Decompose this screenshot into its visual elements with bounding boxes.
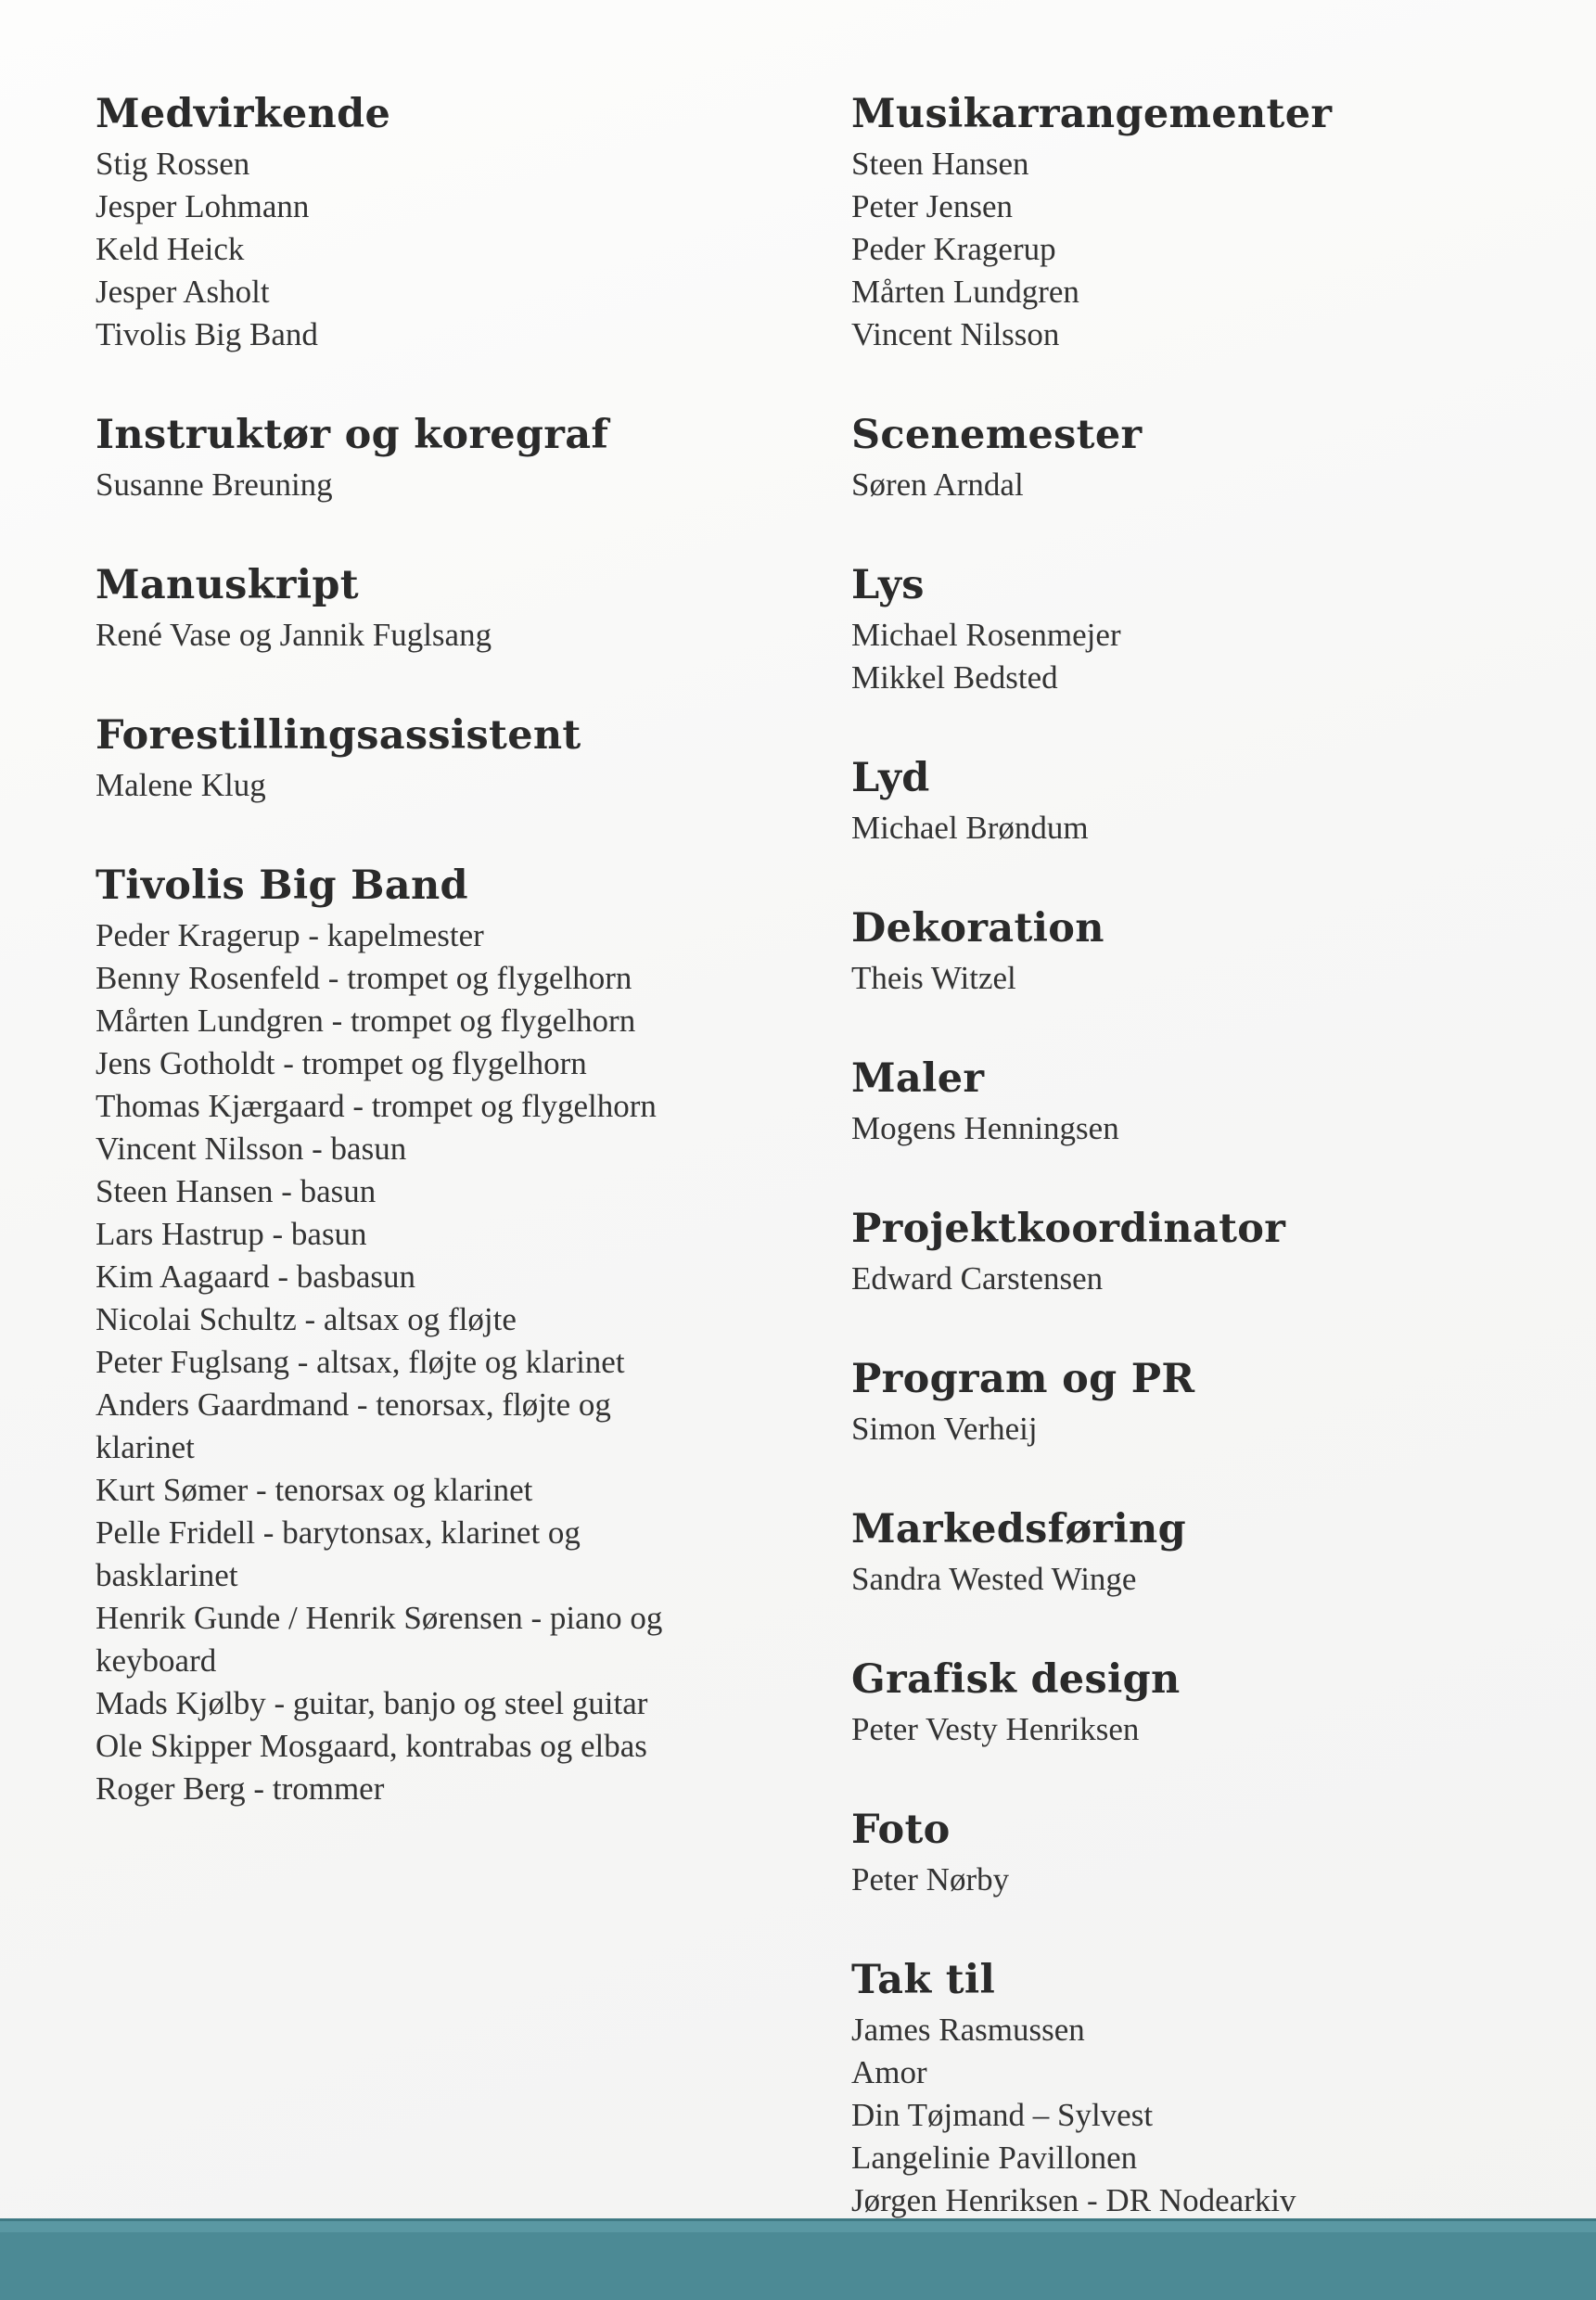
credit-line: Jørgen Henriksen - DR Nodearkiv bbox=[851, 2182, 1296, 2218]
footer-band bbox=[0, 2218, 1596, 2300]
credit-line: Edward Carstensen bbox=[851, 1260, 1104, 1297]
credit-line: Pelle Fridell - barytonsax, klarinet og bbox=[96, 1514, 581, 1551]
credit-section-musikarrangementer bbox=[851, 85, 1519, 356]
section-heading: Foto bbox=[851, 1807, 951, 1853]
credit-section-lys bbox=[851, 556, 1519, 699]
section-gap bbox=[96, 807, 763, 857]
section-gap bbox=[851, 1601, 1519, 1651]
credit-line: Mikkel Bedsted bbox=[851, 659, 1058, 696]
credit-line: Malene Klug bbox=[96, 767, 266, 803]
credit-section-markedsforing bbox=[851, 1501, 1519, 1601]
section-gap bbox=[851, 850, 1519, 900]
section-heading: Scenemester bbox=[851, 412, 1143, 458]
section-gap bbox=[96, 657, 763, 707]
credit-line: Kurt Sømer - tenorsax og klarinet bbox=[96, 1472, 533, 1508]
credit-line: Anders Gaardmand - tenorsax, fløjte og bbox=[96, 1386, 611, 1423]
credit-line: Vincent Nilsson - basun bbox=[96, 1131, 407, 1167]
credit-line: Sandra Wested Winge bbox=[851, 1561, 1137, 1597]
section-gap bbox=[96, 506, 763, 556]
credit-line: Michael Rosenmejer bbox=[851, 617, 1121, 653]
section-heading: Markedsføring bbox=[851, 1506, 1186, 1552]
credit-section-projektkoordinator bbox=[851, 1200, 1519, 1300]
credit-line: klarinet bbox=[96, 1429, 195, 1465]
section-gap bbox=[851, 1000, 1519, 1050]
section-gap bbox=[96, 356, 763, 406]
credit-line: Jesper Lohmann bbox=[96, 188, 310, 224]
credit-line: Nicolai Schultz - altsax og fløjte bbox=[96, 1301, 517, 1337]
credit-line: Tivolis Big Band bbox=[96, 316, 318, 352]
credit-line: Susanne Breuning bbox=[96, 466, 333, 503]
credit-section-foto bbox=[851, 1801, 1519, 1901]
credit-line: Mads Kjølby - guitar, banjo og steel guitar bbox=[96, 1685, 648, 1721]
section-gap bbox=[851, 356, 1519, 406]
credit-line: keyboard bbox=[96, 1642, 217, 1679]
credit-section-grafisk-design bbox=[851, 1651, 1519, 1751]
credit-line: Peter Fuglsang - altsax, fløjte og klarinet bbox=[96, 1344, 625, 1380]
credit-line: Theis Witzel bbox=[851, 960, 1016, 996]
credit-section-program-og-pr bbox=[851, 1350, 1519, 1450]
credit-line: James Rasmussen bbox=[851, 2012, 1085, 2048]
section-gap bbox=[851, 1300, 1519, 1350]
credit-line: Roger Berg - trommer bbox=[96, 1770, 385, 1807]
credit-line: Langelinie Pavillonen bbox=[851, 2140, 1138, 2176]
section-gap bbox=[851, 1901, 1519, 1951]
section-heading: Tak til bbox=[851, 1957, 996, 2003]
section-heading: Lys bbox=[851, 562, 925, 608]
credit-line: Keld Heick bbox=[96, 231, 245, 267]
section-heading: Dekoration bbox=[851, 905, 1104, 952]
section-heading: Forestillingsassistent bbox=[96, 712, 581, 759]
credit-section-medvirkende bbox=[96, 85, 763, 356]
credit-line: Peter Nørby bbox=[851, 1861, 1010, 1898]
section-heading: Lyd bbox=[851, 755, 930, 801]
right-column bbox=[851, 85, 1519, 2265]
left-column bbox=[96, 85, 763, 1810]
credit-line: Benny Rosenfeld - trompet og flygelhorn bbox=[96, 960, 632, 996]
credit-section-instruktor-og-koregraf bbox=[96, 406, 763, 506]
credit-line: Thomas Kjærgaard - trompet og flygelhorn bbox=[96, 1088, 657, 1124]
section-gap bbox=[851, 506, 1519, 556]
credit-line: Lars Hastrup - basun bbox=[96, 1216, 367, 1252]
credit-line: Din Tøjmand – Sylvest bbox=[851, 2097, 1154, 2133]
credit-line: Amor bbox=[851, 2054, 927, 2090]
section-gap bbox=[851, 1751, 1519, 1801]
credit-line: Jens Gotholdt - trompet og flygelhorn bbox=[96, 1045, 587, 1081]
section-gap bbox=[851, 1450, 1519, 1501]
credit-line: Michael Brøndum bbox=[851, 810, 1089, 846]
credit-section-tivolis-big-band bbox=[96, 857, 763, 1810]
credit-section-maler bbox=[851, 1050, 1519, 1150]
credit-section-dekoration bbox=[851, 900, 1519, 1000]
credit-line: René Vase og Jannik Fuglsang bbox=[96, 617, 492, 653]
credit-line: Kim Aagaard - basbasun bbox=[96, 1259, 416, 1295]
credit-line: Simon Verheij bbox=[851, 1411, 1038, 1447]
credit-section-lyd bbox=[851, 749, 1519, 850]
credit-section-scenemester bbox=[851, 406, 1519, 506]
credit-line: Stig Rossen bbox=[96, 146, 250, 182]
credit-line: Vincent Nilsson bbox=[851, 316, 1060, 352]
credit-line: Mogens Henningsen bbox=[851, 1110, 1119, 1146]
credit-line: Steen Hansen - basun bbox=[96, 1173, 377, 1209]
section-heading: Projektkoordinator bbox=[851, 1206, 1286, 1252]
credit-line: Steen Hansen bbox=[851, 146, 1029, 182]
credit-line: Henrik Gunde / Henrik Sørensen - piano og bbox=[96, 1600, 663, 1636]
credit-line: Peder Kragerup bbox=[851, 231, 1056, 267]
credit-line: Peter Vesty Henriksen bbox=[851, 1711, 1140, 1747]
credit-section-manuskript bbox=[96, 556, 763, 657]
section-heading: Musikarrangementer bbox=[851, 91, 1333, 137]
credit-line: Ole Skipper Mosgaard, kontrabas og elbas bbox=[96, 1728, 647, 1764]
credit-line: Mårten Lundgren - trompet og flygelhorn bbox=[96, 1003, 636, 1039]
credit-line: basklarinet bbox=[96, 1557, 238, 1593]
section-gap bbox=[851, 1150, 1519, 1200]
credit-line: Peder Kragerup - kapelmester bbox=[96, 917, 484, 953]
section-heading: Medvirkende bbox=[96, 91, 391, 137]
credit-line: Søren Arndal bbox=[851, 466, 1024, 503]
section-gap bbox=[851, 699, 1519, 749]
credit-line: Mårten Lundgren bbox=[851, 274, 1079, 310]
section-heading: Grafisk design bbox=[851, 1656, 1181, 1703]
section-heading: Instruktør og koregraf bbox=[96, 412, 609, 458]
section-heading: Tivolis Big Band bbox=[96, 862, 468, 909]
section-heading: Maler bbox=[851, 1055, 985, 1102]
credit-line: Peter Jensen bbox=[851, 188, 1013, 224]
credit-section-forestillingsassistent bbox=[96, 707, 763, 807]
credit-line: Jesper Asholt bbox=[96, 274, 270, 310]
section-heading: Program og PR bbox=[851, 1356, 1195, 1402]
section-heading: Manuskript bbox=[96, 562, 359, 608]
